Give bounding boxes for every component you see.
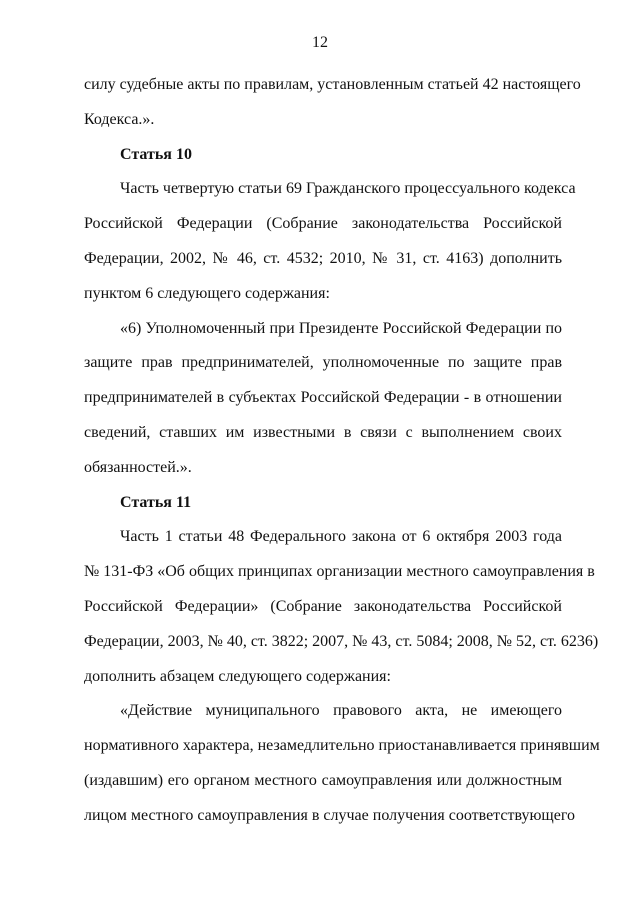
- document-body: [84, 68, 600, 834]
- text-line: лицом местного самоуправления в случае получения соответствующего: [84, 806, 575, 824]
- text-line: обязанностей.».: [84, 458, 192, 476]
- text-line: защите прав предпринимателей, уполномоченные по защите прав: [84, 354, 562, 372]
- text-line: «6) Уполномоченный при Президенте Российской Федерации по: [120, 319, 562, 337]
- text-line: Российской Федерации (Собрание законодательства Российской: [84, 215, 562, 233]
- text-line: (издавшим) его органом местного самоуправления или должностным: [84, 771, 562, 789]
- paragraph-article-10-item-6: [84, 312, 562, 486]
- paragraph-article-11-intro: [84, 520, 599, 694]
- text-line: Федерации, 2003, № 40, ст. 3822; 2007, № 43, ст. 5084; 2008, № 52, ст. 6236): [84, 632, 599, 650]
- text-line: Часть 1 статьи 48 Федерального закона от 6 октября 2003 года: [120, 528, 562, 546]
- text-line: Федерации, 2002, № 46, ст. 4532; 2010, № 31, ст. 4163) дополнить: [84, 249, 562, 267]
- text-line: № 131-ФЗ «Об общих принципах организации местного самоуправления в: [84, 563, 595, 581]
- page-number: 12: [312, 34, 328, 51]
- text-line: Кодекса.».: [84, 110, 155, 128]
- text-line: пунктом 6 следующего содержания:: [84, 284, 330, 302]
- text-line: силу судебные акты по правилам, установленным статьей 42 настоящего: [84, 76, 581, 93]
- text-line: Российской Федерации» (Собрание законодательства Российской: [84, 597, 562, 615]
- text-line: Часть четвертую статьи 69 Гражданского процессуального кодекса: [120, 180, 576, 198]
- text-line: сведений, ставших им известными в связи с выполнением своих: [84, 423, 562, 441]
- text-line: предпринимателей в субъектах Российской Федерации - в отношении: [84, 389, 562, 407]
- paragraph-continuation: [84, 68, 581, 138]
- text-line: нормативного характера, незамедлительно приостанавливается принявшим: [84, 737, 600, 755]
- text-line: дополнить абзацем следующего содержания:: [84, 667, 391, 685]
- article-10-heading: Статья 10: [120, 145, 192, 163]
- text-line: «Действие муниципального правового акта, не имеющего: [120, 702, 562, 720]
- article-11-heading: Статья 11: [120, 493, 192, 511]
- paragraph-article-10-intro: [84, 172, 576, 311]
- paragraph-article-11-quote: [84, 694, 600, 833]
